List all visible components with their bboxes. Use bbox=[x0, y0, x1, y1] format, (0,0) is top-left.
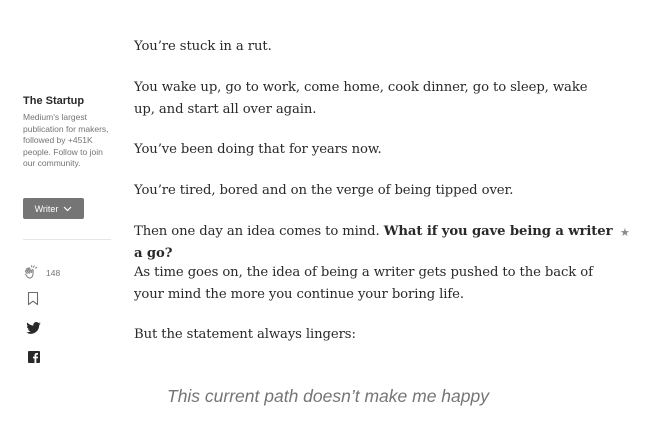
article-paragraph: You’re tired, bored and on the verge of being tipped over. bbox=[134, 183, 514, 198]
highlight-bold-text: What if you gave being a writer a go? bbox=[134, 224, 613, 261]
publication-description: Medium's largest publication for makers, followed by +451K people. Follow to join our community. bbox=[23, 112, 109, 168]
article-paragraph: You wake up, go to work, come home, cook dinner, go to sleep, wake up, and start all over again. bbox=[134, 80, 588, 117]
share-facebook-button[interactable] bbox=[28, 351, 40, 363]
bookmark-icon[interactable] bbox=[27, 291, 39, 306]
sidebar-divider bbox=[23, 239, 111, 240]
publication-name[interactable]: The Startup bbox=[23, 95, 85, 107]
highlight-prefix: Then one day an idea comes to mind. bbox=[134, 224, 384, 239]
facebook-icon[interactable] bbox=[28, 351, 40, 363]
clap-count: 148 bbox=[46, 267, 61, 278]
article-paragraph: You’ve been doing that for years now. bbox=[134, 142, 382, 157]
star-icon[interactable]: ★ bbox=[620, 226, 630, 239]
chevron-down-icon bbox=[63, 206, 72, 212]
twitter-icon[interactable] bbox=[26, 322, 41, 334]
follow-writer-button[interactable] bbox=[23, 198, 84, 219]
pull-quote: This current path doesn’t make me happy bbox=[167, 386, 489, 406]
article-paragraph-highlight bbox=[134, 221, 614, 265]
bookmark-button[interactable] bbox=[27, 291, 39, 306]
clap-icon[interactable] bbox=[23, 264, 40, 281]
follow-button-label: Writer bbox=[34, 203, 59, 214]
article-paragraph: But the statement always lingers: bbox=[134, 327, 356, 342]
share-twitter-button[interactable] bbox=[26, 322, 41, 334]
publication-sidebar bbox=[23, 94, 115, 278]
clap-control[interactable] bbox=[23, 264, 60, 281]
article-paragraph: As time goes on, the idea of being a writer gets pushed to the back of your mind the more you continue your boring life. bbox=[134, 265, 593, 302]
article-paragraph: You’re stuck in a rut. bbox=[134, 39, 272, 54]
